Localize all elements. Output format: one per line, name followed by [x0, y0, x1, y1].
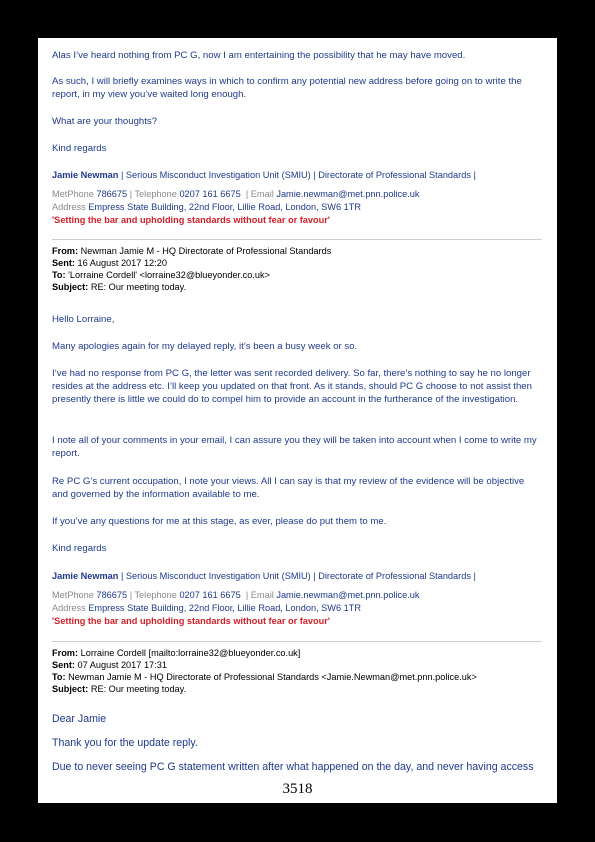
email2-paragraph-4: Re PC G’s current occupation, I note your views. All I can say is that my review of the evidence will be objective and governed by the information available to me. — [52, 476, 525, 500]
email1-paragraph-1: Alas I’ve heard nothing from PC G, now I am entertaining the possibility that he may have moved. — [52, 50, 466, 61]
metphone-value: 786675 — [96, 189, 128, 199]
email3-to: To: Newman Jamie M - HQ Directorate of Professional Standards <Jamie.Newman@met.pnn.police.uk> — [52, 672, 477, 682]
signature-block-2 — [52, 570, 546, 628]
signature-motto: 'Setting the bar and upholding standards without fear or favour' — [52, 215, 330, 225]
address-value: Empress State Building, 22nd Floor, Lillie Road, London, SW6 1TR — [88, 202, 361, 212]
signature-unit: | Serious Misconduct Investigation Unit (SMIU) | Directorate of Professional Standards | — [118, 571, 476, 581]
address-label: Address — [52, 603, 86, 613]
email2-to: To: 'Lorraine Cordell' <lorraine32@blueyonder.co.uk> — [52, 270, 270, 280]
signature-name: Jamie Newman — [52, 170, 119, 180]
telephone-value: 0207 161 6675 — [179, 590, 241, 600]
email2-paragraph-5: If you’ve any questions for me at this stage, as ever, please do put them to me. — [52, 516, 387, 527]
divider-2 — [52, 641, 542, 642]
email-value[interactable]: Jamie.newman@met.pnn.police.uk — [276, 189, 420, 199]
email2-greeting: Hello Lorraine, — [52, 314, 115, 325]
email2-subject: Subject: RE: Our meeting today. — [52, 282, 187, 292]
email-label: | Email — [245, 590, 274, 600]
metphone-value: 786675 — [96, 590, 128, 600]
signature-name-line — [52, 570, 546, 582]
page-number: 3518 — [282, 781, 313, 797]
email3-sent: Sent: 07 August 2017 17:31 — [52, 660, 167, 670]
email2-paragraph-3: I note all of your comments in your email, I can assure you they will be taken into account when I come to write my report. — [52, 435, 537, 459]
email2-header — [52, 245, 546, 293]
email3-paragraph-1: Thank you for the update reply. — [52, 737, 198, 749]
signature-name-line — [52, 169, 546, 181]
divider-1 — [52, 239, 542, 240]
signature-contact-line — [52, 589, 546, 602]
email3-header — [52, 647, 546, 695]
email2-from: From: Newman Jamie M - HQ Directorate of Professional Standards — [52, 246, 332, 256]
email3-greeting: Dear Jamie — [52, 713, 107, 725]
signature-name: Jamie Newman — [52, 571, 119, 581]
metphone-label: MetPhone — [52, 590, 94, 600]
email3-subject: Subject: RE: Our meeting today. — [52, 684, 187, 694]
telephone-value: 0207 161 6675 — [179, 189, 241, 199]
signature-unit: | Serious Misconduct Investigation Unit (SMIU) | Directorate of Professional Standards | — [118, 170, 476, 180]
email-value[interactable]: Jamie.newman@met.pnn.police.uk — [276, 590, 420, 600]
email3-paragraph-2: Due to never seeing PC G statement written after what happened on the day, and never having access — [52, 761, 534, 773]
signature-block-1 — [52, 169, 546, 227]
email2-paragraph-1: Many apologies again for my delayed reply, it’s been a busy week or so. — [52, 341, 358, 352]
address-value: Empress State Building, 22nd Floor, Lillie Road, London, SW6 1TR — [88, 603, 361, 613]
email2-closing: Kind regards — [52, 543, 107, 554]
address-label: Address — [52, 202, 86, 212]
telephone-label: | Telephone — [129, 189, 177, 199]
metphone-label: MetPhone — [52, 189, 94, 199]
email1-closing: Kind regards — [52, 143, 107, 154]
document-page — [38, 38, 557, 803]
signature-address-line — [52, 201, 546, 214]
signature-contact-line — [52, 188, 546, 201]
email3-from: From: Lorraine Cordell [mailto:lorraine32@blueyonder.co.uk] — [52, 648, 301, 658]
email1-paragraph-2: As such, I will briefly examines ways in which to confirm any potential new address before going on to write the report, in my view you’ve waited long enough. — [52, 76, 522, 100]
telephone-label: | Telephone — [129, 590, 177, 600]
signature-motto: 'Setting the bar and upholding standards without fear or favour' — [52, 616, 330, 626]
email2-paragraph-2: I’ve had no response from PC G, the letter was sent recorded delivery. So far, there’s nothing to say he no longer resides at the address etc. I’ll keep you updated on that front. As it stands, should PC G choose to not assist then presently there is little we could do to compel him to provide an account in the furtherance of the investigation. — [52, 368, 532, 405]
email-label: | Email — [245, 189, 274, 199]
email1-paragraph-3: What are your thoughts? — [52, 116, 158, 127]
email2-sent: Sent: 16 August 2017 12:20 — [52, 258, 167, 268]
signature-address-line — [52, 602, 546, 615]
